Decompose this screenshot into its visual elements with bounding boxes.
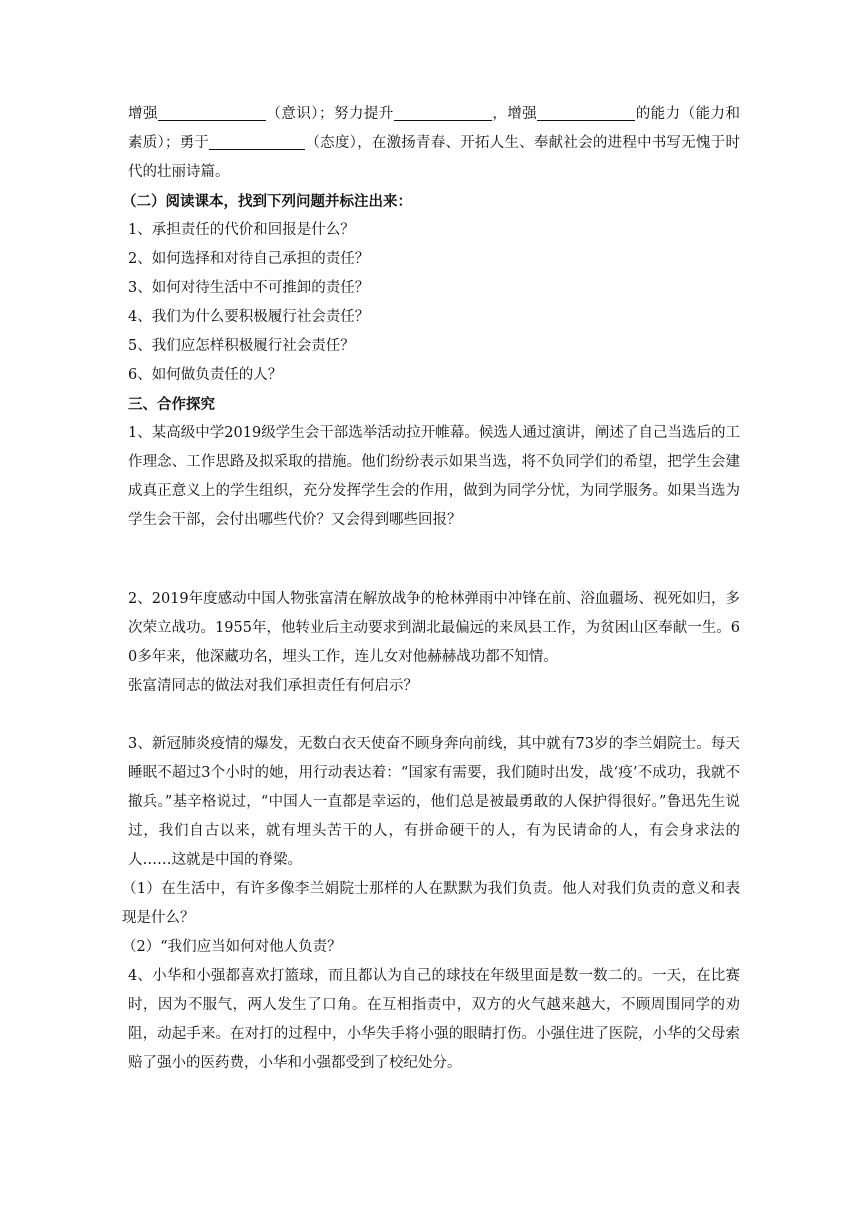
inquiry-item-3-question-2: （2）“我们应当如何对他人负责？ <box>122 939 342 955</box>
blank-attitude[interactable] <box>209 131 305 150</box>
question-item: 3、如何对待生活中不可推卸的责任？ <box>128 280 370 296</box>
section-three-heading: 三、合作探究 <box>128 396 215 413</box>
blank-consciousness[interactable] <box>158 102 266 121</box>
intro-text-4: 的能力（能力和素质）；勇于 <box>128 106 741 151</box>
inquiry-item-3: 3、新冠肺炎疫情的爆发，无数白衣天使奋不顾身奔向前线，其中就有73岁的李兰娟院士。每天睡眠不超过3个小时的她，用行动表达着：“国家有需要，我们随时出发，战‘疫’不成功，我就不撤兵。”基辛格说过，“中国人一直都是幸运的，他们总是被最勇敢的人保护得很好。”鲁迅先生说过，我们自古以来，就有埋头苦干的人，有拼命硬干的人，有为民请命的人，有会身求法的人……这就是中国的脊梁。 <box>128 736 740 868</box>
inquiry-item-2: 2、2019年度感动中国人物张富清在解放战争的枪林弹雨中冲锋在前、浴血疆场、视死如归，多次荣立战功。1955年，他转业后主动要求到湖北最偏远的来凤县工作，为贫困山区奉献一生。60多年来，他深藏功名，埋头工作，连儿女对他赫赫战功都不知情。 <box>128 591 740 665</box>
blank-ability[interactable] <box>537 102 635 121</box>
inquiry-item-1: 1、某高级中学2019级学生会干部选举活动拉开帷幕。候选人通过演讲，阐述了自己当选后的工作理念、工作思路及拟采取的措施。他们纷纷表示如果当选，将不负同学们的希望，把学生会建成真正意义上的学生组织，充分发挥学生会的作用，做到为同学分忧，为同学服务。如果当选为学生会干部，会付出哪些代价？又会得到哪些回报？ <box>128 425 740 528</box>
question-item: 1、承担责任的代价和回报是什么？ <box>128 222 355 238</box>
inquiry-item-2-question: 张富清同志的做法对我们承担责任有何启示？ <box>128 678 418 694</box>
question-item: 6、如何做负责任的人？ <box>128 367 283 383</box>
section-two-heading: （二）阅读课本，找到下列问题并标注出来： <box>122 193 412 210</box>
question-item: 4、我们为什么要积极履行社会责任？ <box>128 309 370 325</box>
intro-text-3: ，增强 <box>491 106 538 122</box>
intro-text-2: （意识）；努力提升 <box>265 106 394 122</box>
intro-text-5: （态度），在激扬青春、开拓人生、奉献社会的进程中书写无愧于时代的壮丽诗篇。 <box>128 135 741 180</box>
document-page <box>122 100 741 1078</box>
intro-text-1: 增强 <box>128 106 158 122</box>
inquiry-item-3-question-1: （1）在生活中，有许多像李兰娟院士那样的人在默默为我们负责。他人对我们负责的意义和表现是什么？ <box>122 881 740 926</box>
inquiry-item-4: 4、小华和小强都喜欢打篮球，而且都认为自己的球技在年级里面是数一数二的。一天，在比赛时，因为不服气，两人发生了口角。在互相指责中，双方的火气越来越大，不顾周围同学的劝阻，动起手来。在对打的过程中，小华失手将小强的眼睛打伤。小强住进了医院，小华的父母索赔了强小的医药费，小华和小强都受到了校纪处分。 <box>128 968 740 1071</box>
question-item: 2、如何选择和对待自己承担的责任？ <box>128 251 370 267</box>
answer-space <box>128 535 740 585</box>
blank-improve[interactable] <box>394 102 492 121</box>
answer-space <box>128 701 740 730</box>
question-item: 5、我们应怎样积极履行社会责任？ <box>128 338 355 354</box>
intro-paragraph <box>128 100 740 187</box>
